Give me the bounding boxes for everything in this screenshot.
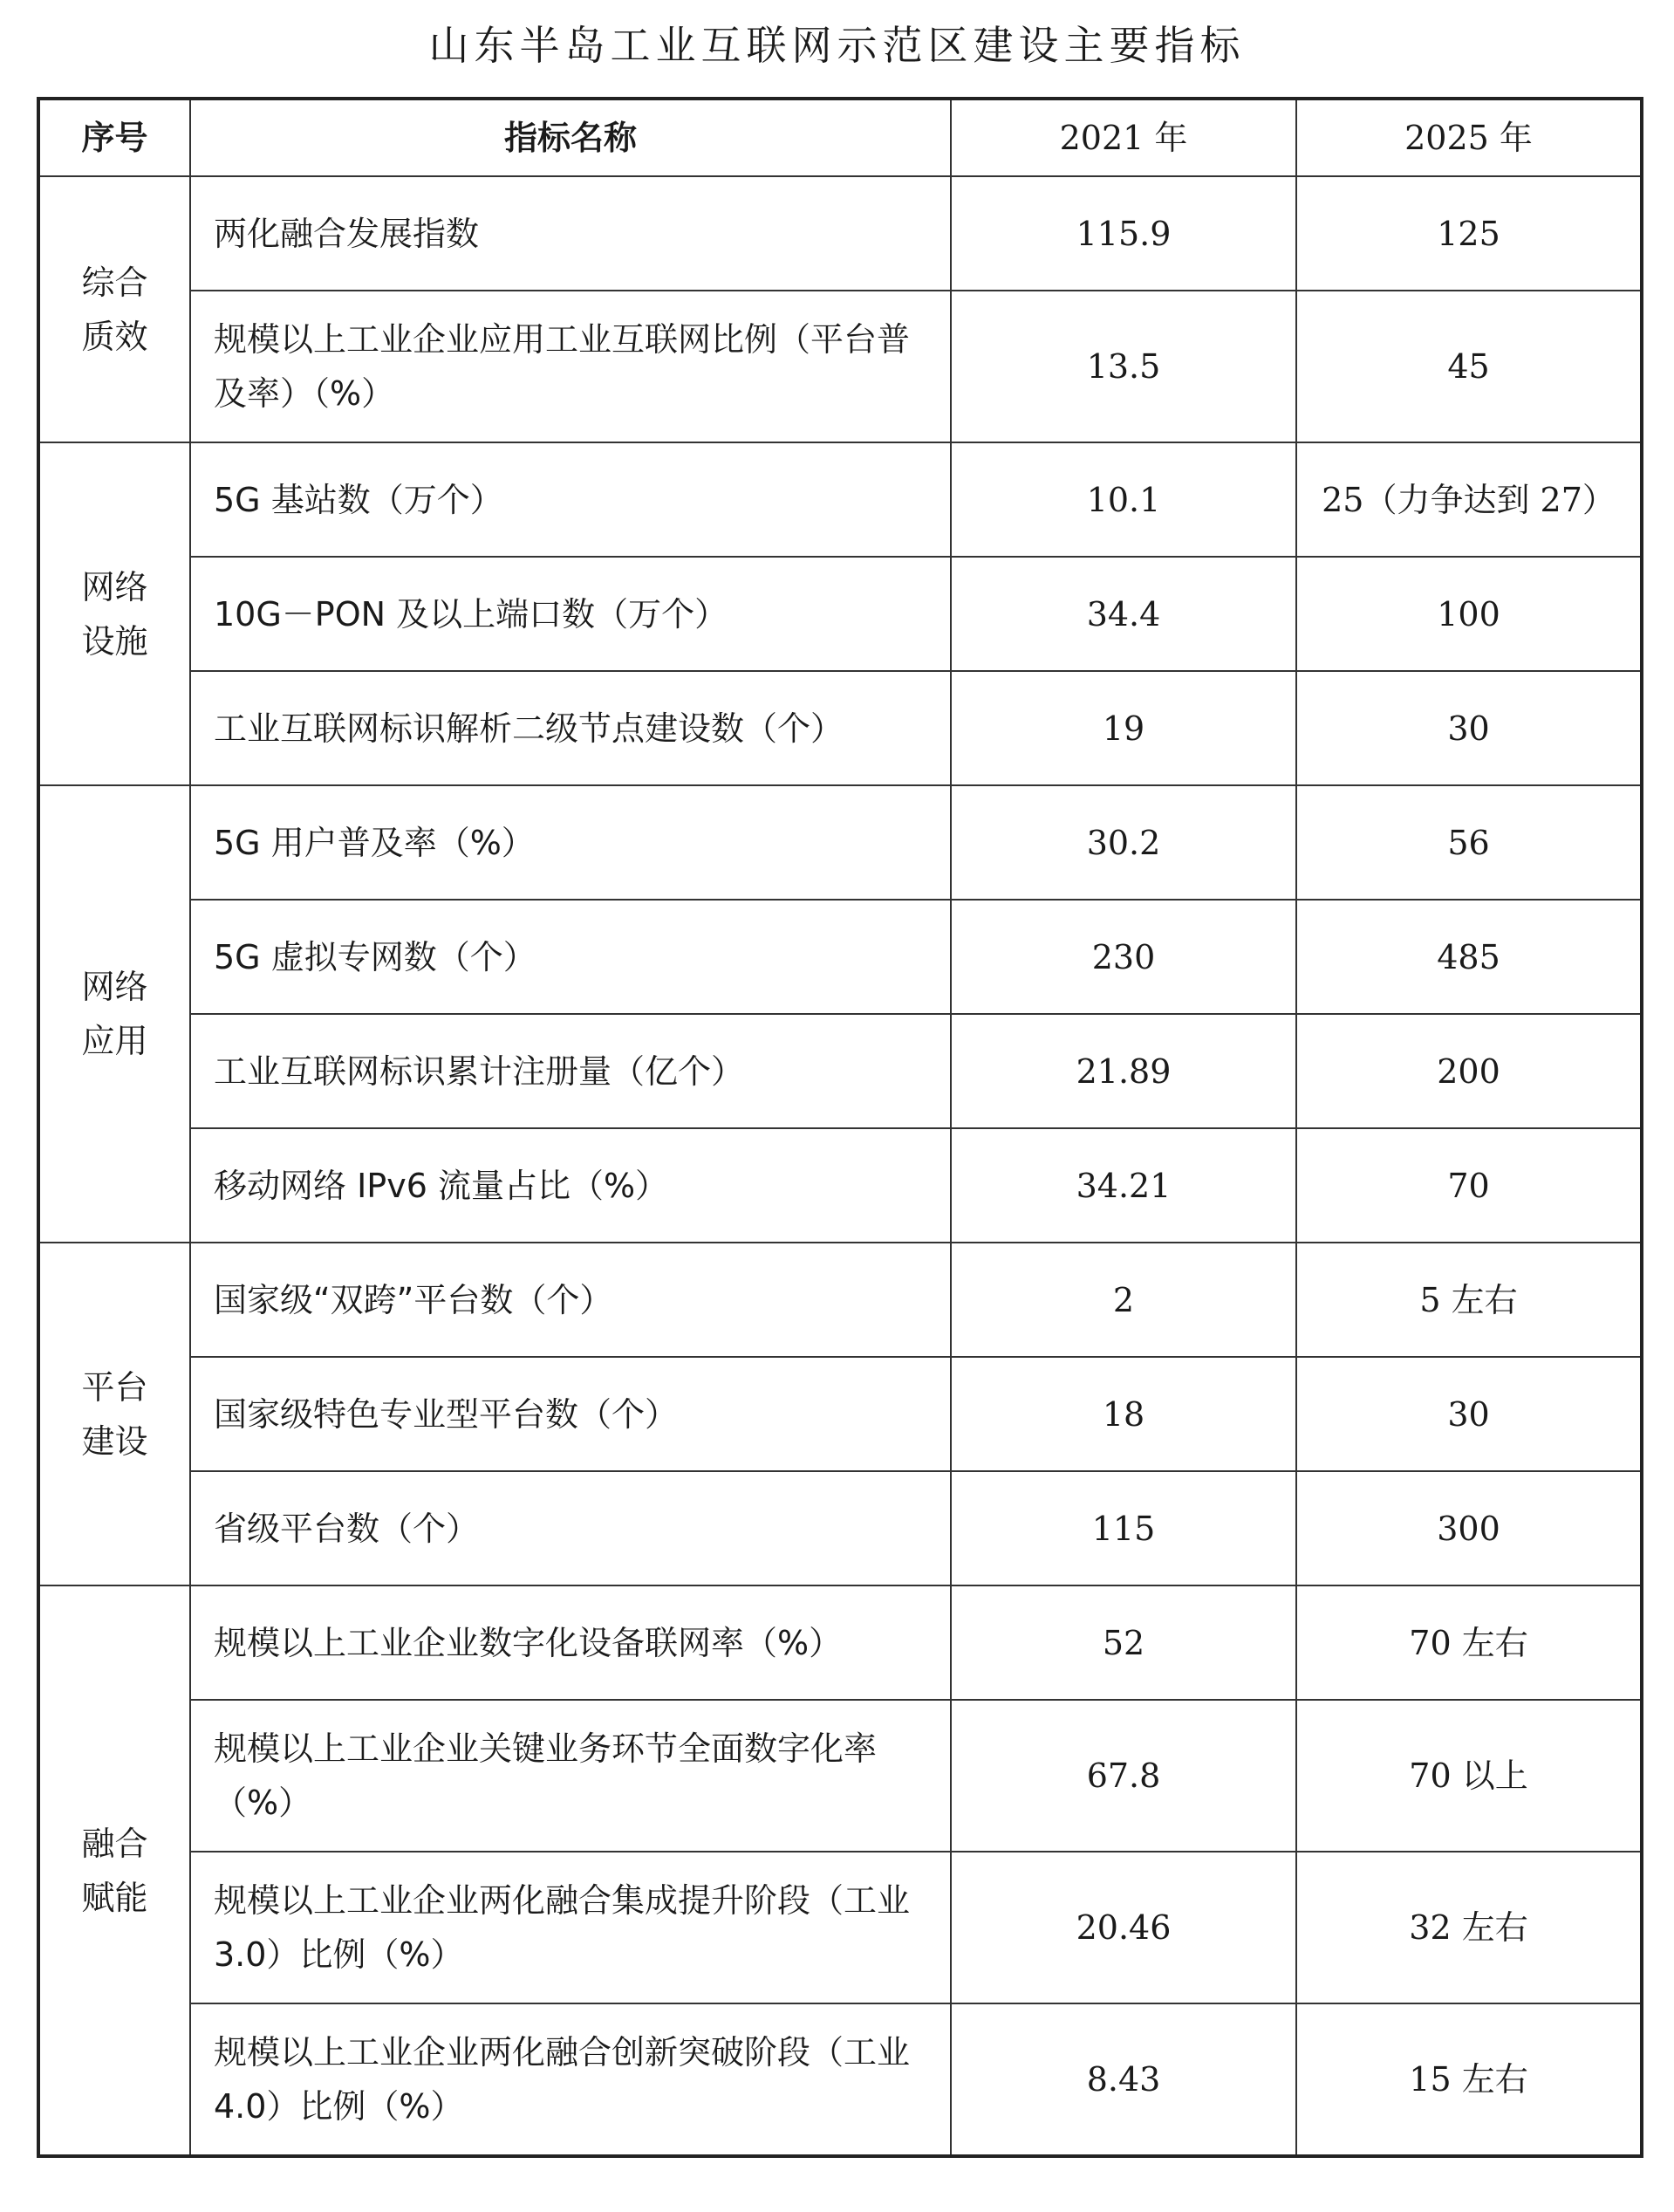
category-label: 应用 bbox=[81, 1022, 148, 1060]
category-label: 网络 bbox=[81, 567, 148, 606]
table-row bbox=[38, 1128, 1642, 1243]
value-2025: 30 bbox=[1296, 1357, 1642, 1471]
table-row bbox=[38, 1243, 1642, 1357]
table-row bbox=[38, 1852, 1642, 2003]
category-label: 网络 bbox=[81, 968, 148, 1006]
indicator-name: 工业互联网标识累计注册量（亿个） bbox=[190, 1014, 951, 1128]
value-2025: 200 bbox=[1296, 1014, 1642, 1128]
table-row bbox=[38, 291, 1642, 442]
table-row bbox=[38, 1700, 1642, 1852]
value-2021: 115.9 bbox=[951, 176, 1296, 291]
table-row bbox=[38, 557, 1642, 671]
table-row bbox=[38, 1585, 1642, 1700]
indicator-name: 规模以上工业企业数字化设备联网率（%） bbox=[190, 1585, 951, 1700]
value-2025: 100 bbox=[1296, 557, 1642, 671]
value-2025: 32 左右 bbox=[1296, 1852, 1642, 2003]
value-2021: 230 bbox=[951, 900, 1296, 1014]
value-2021: 19 bbox=[951, 671, 1296, 785]
indicator-name: 工业互联网标识解析二级节点建设数（个） bbox=[190, 671, 951, 785]
header-row bbox=[38, 99, 1642, 176]
indicator-name: 5G 基站数（万个） bbox=[190, 442, 951, 557]
indicator-name: 省级平台数（个） bbox=[190, 1471, 951, 1585]
value-2021: 13.5 bbox=[951, 291, 1296, 442]
indicator-name: 国家级特色专业型平台数（个） bbox=[190, 1357, 951, 1471]
value-2025: 125 bbox=[1296, 176, 1642, 291]
indicator-name: 规模以上工业企业应用工业互联网比例（平台普及率）（%） bbox=[190, 291, 951, 442]
header-category: 序号 bbox=[38, 99, 190, 176]
category-label: 融合 bbox=[81, 1824, 148, 1863]
indicators-table bbox=[37, 97, 1643, 2158]
category-label: 综合 bbox=[81, 263, 148, 302]
value-2021: 2 bbox=[951, 1243, 1296, 1357]
category-label: 赋能 bbox=[81, 1878, 148, 1917]
value-2025: 25（力争达到 27） bbox=[1296, 442, 1642, 557]
indicator-name: 5G 虚拟专网数（个） bbox=[190, 900, 951, 1014]
value-2025: 56 bbox=[1296, 785, 1642, 900]
category-cell bbox=[38, 442, 190, 785]
table-row bbox=[38, 1014, 1642, 1128]
table-row bbox=[38, 1357, 1642, 1471]
value-2021: 34.4 bbox=[951, 557, 1296, 671]
value-2021: 67.8 bbox=[951, 1700, 1296, 1852]
header-2025: 2025 年 bbox=[1296, 99, 1642, 176]
indicator-name: 两化融合发展指数 bbox=[190, 176, 951, 291]
value-2025: 485 bbox=[1296, 900, 1642, 1014]
indicator-name: 10G－PON 及以上端口数（万个） bbox=[190, 557, 951, 671]
category-label: 质效 bbox=[81, 317, 148, 356]
value-2021: 52 bbox=[951, 1585, 1296, 1700]
value-2021: 18 bbox=[951, 1357, 1296, 1471]
value-2025: 5 左右 bbox=[1296, 1243, 1642, 1357]
table-row bbox=[38, 671, 1642, 785]
table-row bbox=[38, 442, 1642, 557]
category-label: 平台 bbox=[81, 1367, 148, 1407]
indicator-name: 移动网络 IPv6 流量占比（%） bbox=[190, 1128, 951, 1243]
value-2025: 15 左右 bbox=[1296, 2003, 1642, 2156]
indicator-name: 规模以上工业企业两化融合创新突破阶段（工业 4.0）比例（%） bbox=[190, 2003, 951, 2156]
value-2021: 30.2 bbox=[951, 785, 1296, 900]
value-2021: 8.43 bbox=[951, 2003, 1296, 2156]
value-2025: 70 左右 bbox=[1296, 1585, 1642, 1700]
table-row bbox=[38, 900, 1642, 1014]
indicator-name: 国家级“双跨”平台数（个） bbox=[190, 1243, 951, 1357]
value-2025: 70 bbox=[1296, 1128, 1642, 1243]
value-2025: 300 bbox=[1296, 1471, 1642, 1585]
value-2021: 115 bbox=[951, 1471, 1296, 1585]
page-title: 山东半岛工业互联网示范区建设主要指标 bbox=[428, 22, 1246, 69]
indicator-name: 规模以上工业企业关键业务环节全面数字化率（%） bbox=[190, 1700, 951, 1852]
category-cell bbox=[38, 1243, 190, 1585]
table-row bbox=[38, 176, 1642, 291]
value-2021: 21.89 bbox=[951, 1014, 1296, 1128]
category-cell bbox=[38, 1585, 190, 2156]
value-2025: 70 以上 bbox=[1296, 1700, 1642, 1852]
table-row bbox=[38, 785, 1642, 900]
value-2025: 45 bbox=[1296, 291, 1642, 442]
value-2021: 34.21 bbox=[951, 1128, 1296, 1243]
value-2021: 20.46 bbox=[951, 1852, 1296, 2003]
category-cell bbox=[38, 176, 190, 442]
indicator-name: 规模以上工业企业两化融合集成提升阶段（工业 3.0）比例（%） bbox=[190, 1852, 951, 2003]
value-2021: 10.1 bbox=[951, 442, 1296, 557]
indicator-name: 5G 用户普及率（%） bbox=[190, 785, 951, 900]
header-2021: 2021 年 bbox=[951, 99, 1296, 176]
category-label: 设施 bbox=[81, 621, 148, 661]
table-row bbox=[38, 1471, 1642, 1585]
category-cell bbox=[38, 785, 190, 1243]
value-2025: 30 bbox=[1296, 671, 1642, 785]
category-label: 建设 bbox=[81, 1421, 148, 1461]
table-row bbox=[38, 2003, 1642, 2156]
header-name: 指标名称 bbox=[190, 99, 951, 176]
